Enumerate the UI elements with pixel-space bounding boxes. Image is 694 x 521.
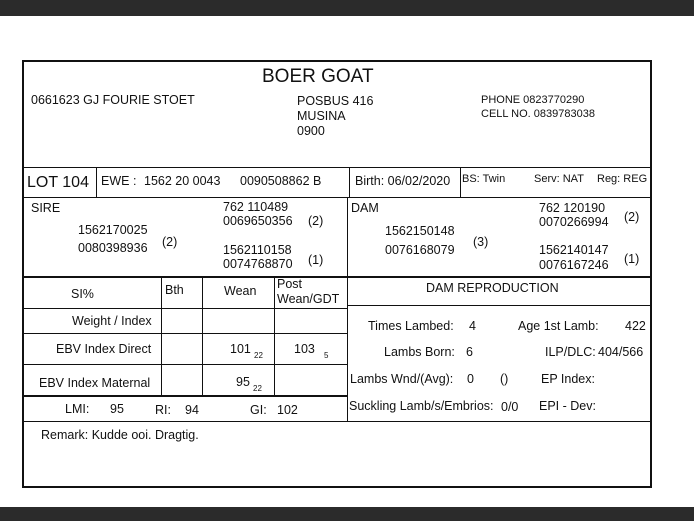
divider-lot [24, 197, 650, 198]
cell-number: CELL NO. 0839783038 [481, 108, 595, 120]
address-line-1: POSBUS 416 [297, 94, 374, 108]
indices-divider [24, 395, 347, 397]
address-line-3: 0900 [297, 124, 325, 138]
sire-dam-id: 0074768870 [223, 257, 293, 271]
repro-header-divider [348, 305, 650, 306]
gi-label: GI: [250, 403, 267, 417]
address-line-2: MUSINA [297, 109, 346, 123]
wean-header: Wean [224, 284, 257, 298]
lmi-label: LMI: [65, 402, 90, 416]
lambs-weaned-label: Lambs Wnd/(Avg): [350, 372, 454, 386]
sire-sire-count: (2) [308, 214, 324, 228]
epi-dev-label: EPI - Dev: [539, 399, 596, 413]
age-first-lamb-value: 422 [625, 319, 646, 333]
bth-header: Bth [165, 283, 184, 297]
table-col-divider-3 [274, 278, 275, 396]
wean-gdt-header: Wean/GDT [277, 292, 340, 306]
si-header: SI% [71, 287, 94, 301]
dam-number: 1562150148 [385, 224, 455, 238]
sire-id: 0080398936 [78, 241, 148, 255]
ewe-number: 1562 20 0043 [144, 174, 221, 188]
dam-reproduction-title: DAM REPRODUCTION [426, 281, 559, 295]
dam-id: 0076168079 [385, 243, 455, 257]
ilp-dlc-label: ILP/DLC: [545, 345, 596, 359]
table-col-divider-2 [202, 278, 203, 396]
ebv-maternal-wean-sub: 22 [253, 384, 262, 393]
lot-divider-1 [96, 168, 97, 197]
ebv-direct-post: 103 [294, 342, 315, 356]
sire-count: (2) [162, 235, 178, 249]
ewe-id: 0090508862 B [240, 174, 322, 188]
pedigree-divider [24, 276, 650, 278]
lot-divider-2 [349, 168, 350, 197]
lot-number: LOT 104 [27, 174, 89, 191]
table-row-divider-2 [24, 364, 347, 365]
ebv-direct-post-sub: 5 [324, 351, 329, 360]
lot-divider-3 [460, 168, 461, 197]
sire-sire-id: 0069650356 [223, 214, 293, 228]
table-header-divider [24, 308, 347, 309]
age-first-lamb-label: Age 1st Lamb: [518, 319, 599, 333]
center-divider [347, 198, 348, 422]
sire-dam-number: 1562110158 [223, 243, 292, 257]
dam-sire-id: 0070266994 [539, 215, 609, 229]
dam-count: (3) [473, 235, 489, 249]
sire-number: 1562170025 [78, 223, 148, 237]
lambs-weaned-value: 0 [467, 372, 474, 386]
weight-index-label: Weight / Index [72, 314, 152, 328]
lambs-born-label: Lambs Born: [384, 345, 455, 359]
birth-date: Birth: 06/02/2020 [355, 174, 451, 188]
sale-catalogue-card [22, 60, 652, 488]
dam-dam-number: 1562140147 [539, 243, 609, 257]
ebv-direct-wean-sub: 22 [254, 351, 263, 360]
ebv-direct-label: EBV Index Direct [56, 342, 152, 356]
times-lambed-label: Times Lambed: [368, 319, 454, 333]
dam-label: DAM [351, 201, 379, 215]
ri-label: RI: [155, 403, 171, 417]
birth-status: BS: Twin [462, 173, 506, 185]
phone-number: PHONE 0823770290 [481, 94, 585, 106]
remark: Remark: Kudde ooi. Dragtig. [41, 428, 199, 442]
registration: Reg: REG [597, 173, 648, 185]
dam-sire-number: 762 120190 [539, 201, 606, 215]
lmi-value: 95 [110, 402, 124, 416]
gi-value: 102 [277, 403, 298, 417]
bottom-dark-bar [0, 507, 694, 521]
remark-divider [24, 421, 650, 422]
page-title: BOER GOAT [262, 66, 374, 87]
dam-dam-id: 0076167246 [539, 258, 609, 272]
post-header: Post [277, 277, 303, 291]
service-type: Serv: NAT [534, 173, 584, 185]
ebv-maternal-wean: 95 [236, 375, 250, 389]
ilp-dlc-value: 404/566 [598, 345, 644, 359]
times-lambed-value: 4 [469, 319, 476, 333]
sire-label: SIRE [31, 201, 61, 215]
suckling-value: 0/0 [501, 400, 519, 414]
table-col-divider-1 [161, 278, 162, 396]
divider-header [24, 167, 650, 168]
ri-value: 94 [185, 403, 199, 417]
sire-dam-count: (1) [308, 253, 324, 267]
ebv-maternal-label: EBV Index Maternal [39, 376, 151, 390]
lambs-weaned-avg: () [500, 372, 509, 386]
table-row-divider-1 [24, 333, 347, 334]
suckling-label: Suckling Lamb/s/Embrios: [349, 399, 494, 413]
lambs-born-value: 6 [466, 345, 473, 359]
ewe-label: EWE : [101, 174, 137, 188]
sire-sire-number: 762 110489 [223, 200, 289, 214]
owner-name: 0661623 GJ FOURIE STOET [31, 93, 195, 107]
dam-sire-count: (2) [624, 210, 640, 224]
dam-dam-count: (1) [624, 252, 640, 266]
ep-index-label: EP Index: [541, 372, 595, 386]
ebv-direct-wean: 101 [230, 342, 251, 356]
top-dark-bar [0, 0, 694, 16]
